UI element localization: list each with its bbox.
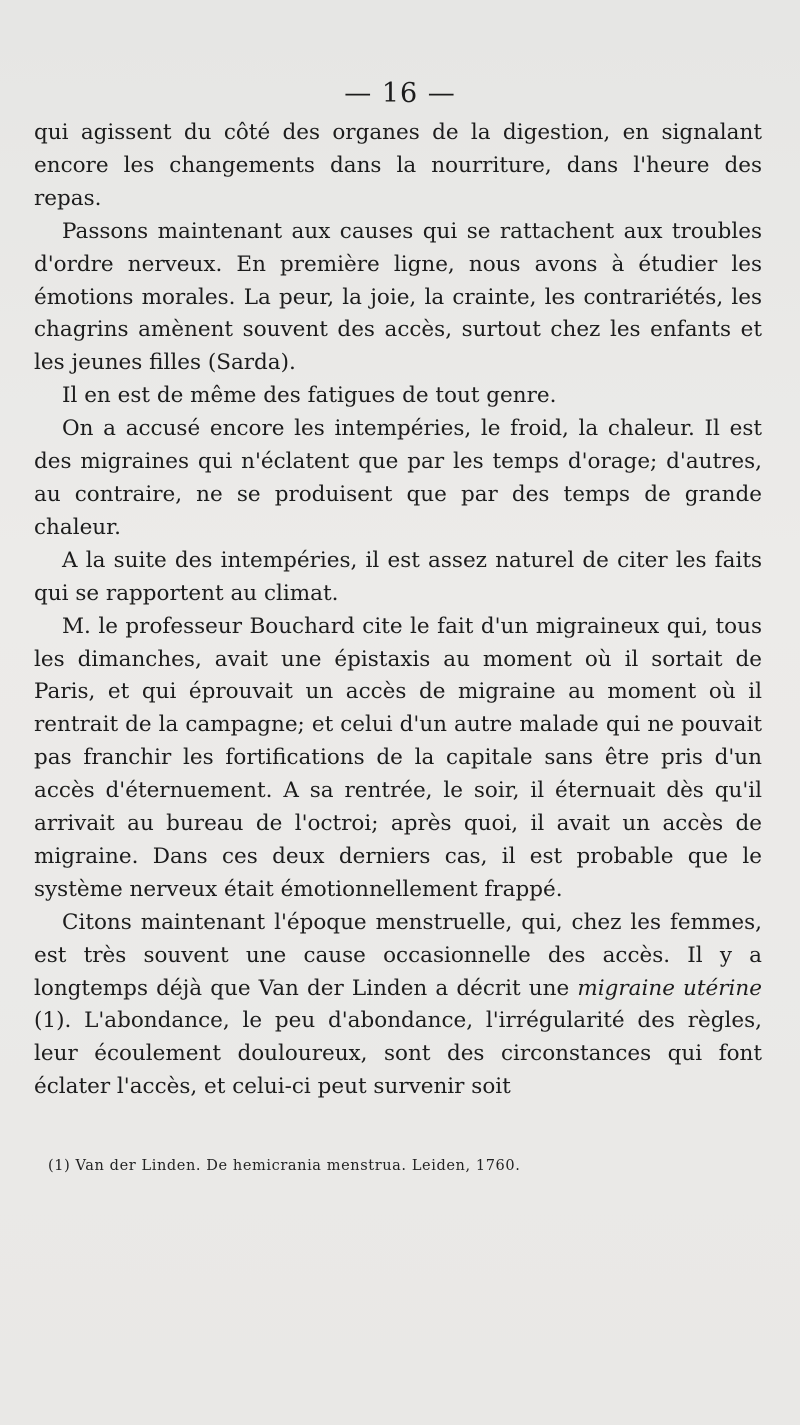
paragraph-1: qui agissent du côté des organes de la digestion, en signalant encore les changements dans la nourriture, dans l'heure des repas. (34, 120, 762, 211)
paragraph-4: On a accusé encore les intempéries, le froid, la chaleur. Il est des migraines qui n'éclatent que par les temps d'orage; d'autres, au contraire, ne se produisent que par des temps de grande chaleur. (34, 416, 762, 540)
paragraph-2: Passons maintenant aux causes qui se rattachent aux troubles d'ordre nerveux. En première ligne, nous avons à étudier les émotions morales. La peur, la joie, la crainte, les contrariétés, les chagrins amènent souvent des accès, surtout chez les enfants et les jeunes filles (Sarda). (34, 218, 762, 376)
paragraph-7 (34, 907, 762, 1104)
body-text (34, 117, 762, 1104)
paragraph-3: Il en est de même des fatigues de tout genre. (62, 383, 557, 409)
page-number: — 16 — (344, 78, 456, 109)
paragraph-7-emphasis: migraine utérine (577, 975, 762, 1001)
paragraph-7-text-b: (1). L'abondance, le peu d'abondance, l'irrégularité des règles, leur écoulement douloureux, sont des circonstances qui font éclater l'accès, et celui-ci peut survenir soit (34, 1008, 762, 1100)
paragraph-6: M. le professeur Bouchard cite le fait d'un migraineux qui, tous les dimanches, avait une épistaxis au moment où il sortait de Paris, et qui éprouvait un accès de migraine au moment où il rentrait de la campagne; et celui d'un autre malade qui ne pouvait pas franchir les fortifications de la capitale sans être pris d'un accès d'éternuement. A sa rentrée, le soir, il éternuait dès qu'il arrivait au bureau de l'octroi; après quoi, il avait un accès de migraine. Dans ces deux derniers cas, il est probable que le système nerveux était émotionnellement frappé. (34, 613, 762, 902)
footnote: (1) Van der Linden. De hemicrania menstrua. Leiden, 1760. (48, 1158, 521, 1174)
paragraph-5: A la suite des intempéries, il est assez naturel de citer les faits qui se rapportent au climat. (34, 547, 762, 606)
paragraph-7-text-a: Citons maintenant l'époque menstruelle, qui, chez les femmes, est très souvent une cause occasionnelle des accès. Il y a longtemps déjà que Van der Linden a décrit une (34, 909, 762, 1001)
